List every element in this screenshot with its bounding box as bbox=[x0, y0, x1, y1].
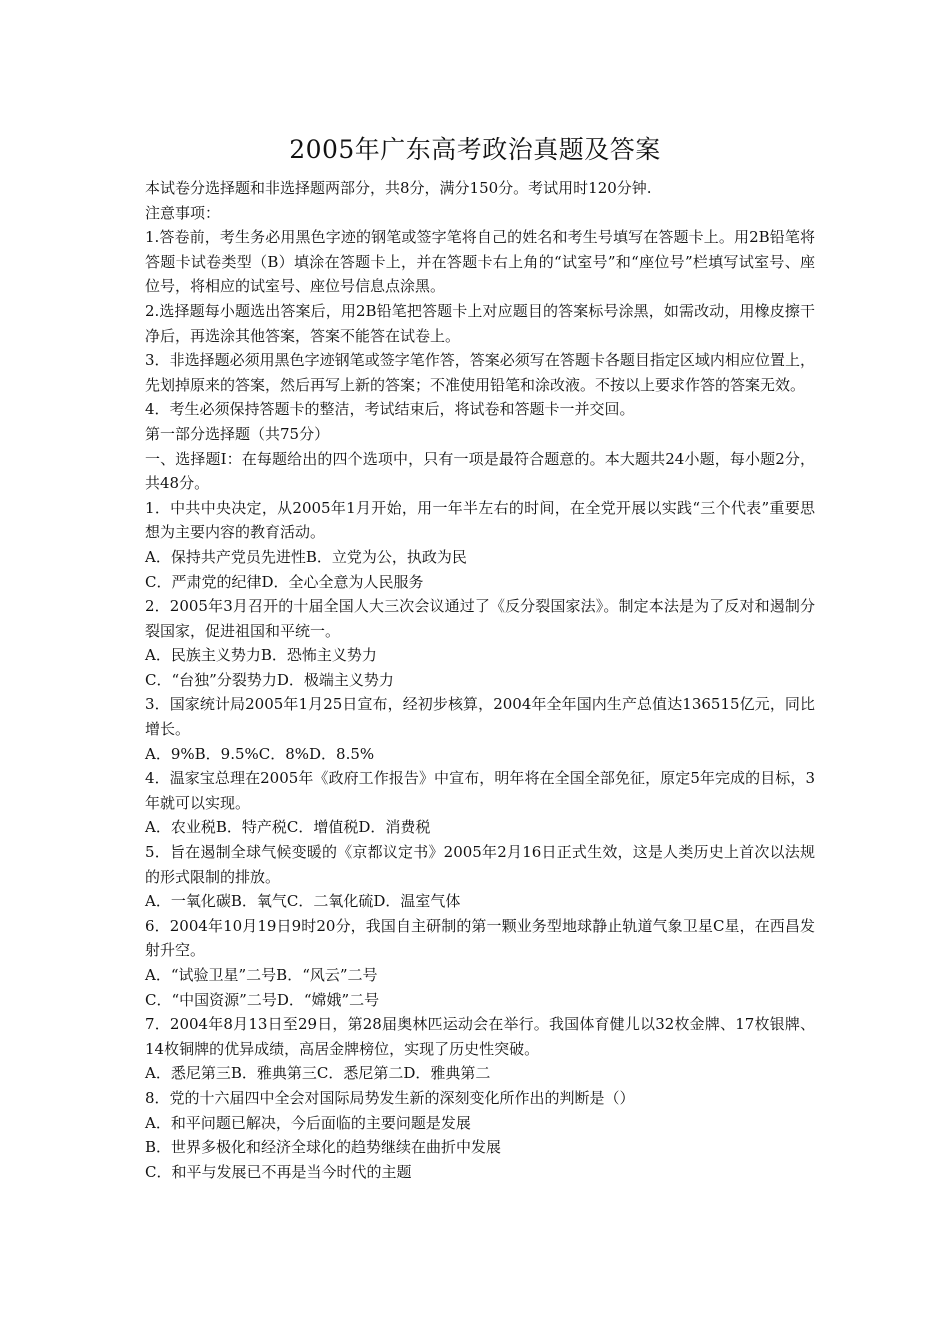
document-title: 2005年广东高考政治真题及答案 bbox=[289, 135, 661, 164]
exam-intro: 本试卷分选择题和非选择题两部分，共8分，满分150分。考试用时120分钟. bbox=[145, 179, 652, 197]
question-2: 2．2005年3月召开的十届全国人大三次会议通过了《反分裂国家法》。制定本法是为了反对和遏制分裂国家，促进祖国和平统一。 bbox=[145, 597, 815, 640]
question-3: 3．国家统计局2005年1月25日宣布，经初步核算，2004年全年国内生产总值达136515亿元，同比增长。 bbox=[145, 695, 815, 739]
question-1-options-cd: C．严肃党的纪律D．全心全意为人民服务 bbox=[145, 572, 424, 591]
note-3: 3．非选择题必须用黑色字迹钢笔或签字笔作答，答案必须写在答题卡各题目指定区域内相应位置上，先划掉原来的答案，然后再写上新的答案；不准使用铅笔和涂改液。不按以上要求作答的答案无效。 bbox=[145, 351, 815, 394]
section-one-instructions: 一、选择题I：在每题给出的四个选项中，只有一项是最符合题意的。本大题共24小题，每小题2分，共48分。 bbox=[145, 449, 815, 493]
question-5-options: A．一氧化碳B．氧气C．二氧化硫D．温室气体 bbox=[145, 892, 461, 911]
question-8-option-b: B．世界多极化和经济全球化的趋势继续在曲折中发展 bbox=[145, 1138, 502, 1157]
notes-heading: 注意事项： bbox=[145, 203, 221, 222]
question-1: 1．中共中央决定，从2005年1月开始，用一年半左右的时间，在全党开展以实践“三个代表”重要思想为主要内容的教育活动。 bbox=[145, 498, 815, 542]
document-body bbox=[145, 176, 815, 1184]
question-3-options: A．9%B．9.5%C．8%D．8.5% bbox=[145, 744, 375, 763]
question-7-options: A．悉尼第三B．雅典第三C．悉尼第二D．雅典第二 bbox=[145, 1064, 491, 1083]
question-5: 5．旨在遏制全球气候变暖的《京都议定书》2005年2月16日正式生效，这是人类历史上首次以法规的形式限制的排放。 bbox=[145, 843, 815, 886]
question-4-options: A．农业税B．特产税C．增值税D．消费税 bbox=[145, 818, 431, 837]
note-1: 1.答卷前，考生务必用黑色字迹的钢笔或签字笔将自己的姓名和考生号填写在答题卡上。用2B铅笔将答题卡试卷类型（B）填涂在答题卡上，并在答题卡右上角的“试室号”和“座位号”栏填写试室号、座位号，将相应的试室号、座位号信息点涂黑。 bbox=[145, 228, 815, 296]
question-6: 6．2004年10月19日9时20分，我国自主研制的第一颗业务型地球静止轨道气象卫星C星，在西昌发射升空。 bbox=[145, 916, 815, 960]
question-8: 8．党的十六届四中全会对国际局势发生新的深刻变化所作出的判断是（） bbox=[145, 1088, 635, 1107]
question-2-options-cd: C．“台独”分裂势力D．极端主义势力 bbox=[145, 670, 394, 689]
question-8-option-c: C．和平与发展已不再是当今时代的主题 bbox=[145, 1162, 412, 1181]
question-2-options-ab: A．民族主义势力B．恐怖主义势力 bbox=[145, 646, 377, 665]
note-4: 4．考生必须保持答题卡的整洁，考试结束后，将试卷和答题卡一并交回。 bbox=[145, 400, 635, 419]
question-4: 4．温家宝总理在2005年《政府工作报告》中宣布，明年将在全国全部免征，原定5年完成的目标，3年就可以实现。 bbox=[145, 769, 815, 812]
part-one-heading: 第一部分选择题（共75分） bbox=[145, 424, 330, 443]
question-8-option-a: A．和平问题已解决，今后面临的主要问题是发展 bbox=[145, 1113, 471, 1132]
question-6-options-cd: C．“中国资源”二号D．“嫦娥”二号 bbox=[145, 990, 380, 1009]
note-2: 2.选择题每小题选出答案后，用2B铅笔把答题卡上对应题目的答案标号涂黑，如需改动，用橡皮擦干净后，再选涂其他答案，答案不能答在试卷上。 bbox=[145, 301, 815, 345]
question-6-options-ab: A．“试验卫星”二号B．“风云”二号 bbox=[145, 966, 378, 984]
question-1-options-ab: A．保持共产党员先进性B．立党为公，执政为民 bbox=[145, 547, 467, 566]
question-7: 7．2004年8月13日至29日，第28届奥林匹运动会在举行。我国体育健儿以32枚金牌、17枚银牌、14枚铜牌的优异成绩，高居金牌榜位，实现了历史性突破。 bbox=[145, 1015, 815, 1058]
